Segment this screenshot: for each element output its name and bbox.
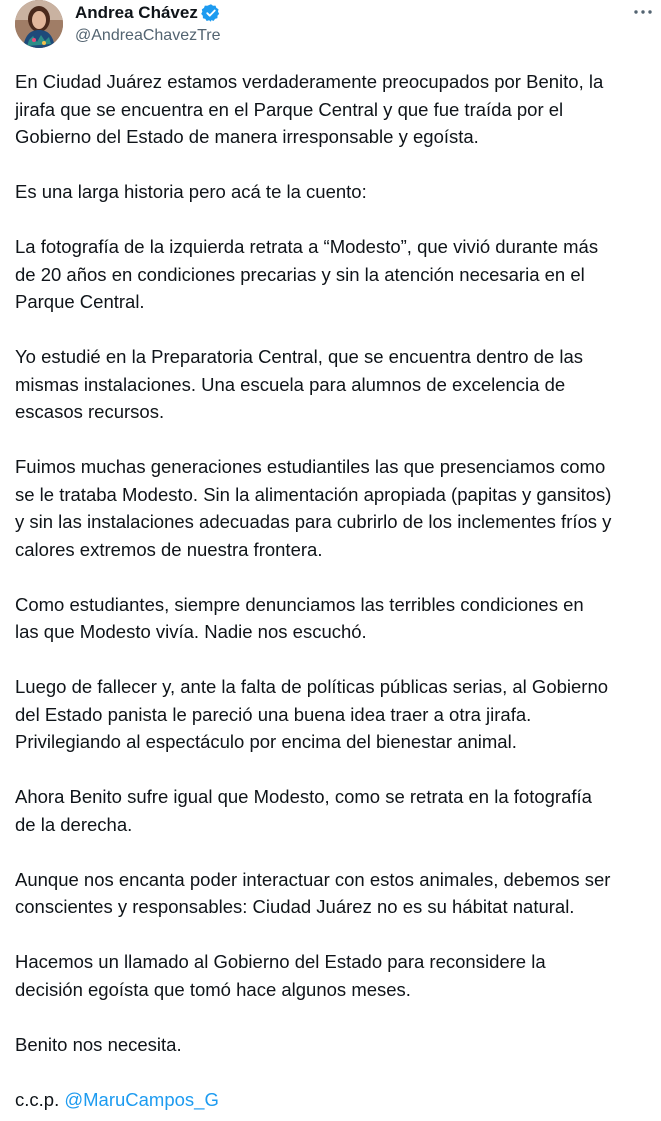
tweet-line: conscientes y responsables: Ciudad Juárez no es su hábitat natural. (15, 896, 575, 917)
tweet-text (15, 68, 661, 1121)
tweet-line: jirafa que se encuentra en el Parque Central y que fue traída por el (15, 98, 564, 120)
cc-line (15, 1086, 661, 1114)
author-handle[interactable]: @AndreaChavezTre (75, 27, 221, 44)
tweet-line: Privilegiando al espectáculo por encima del bienestar animal. (15, 731, 517, 752)
tweet-line: escasos recursos. (15, 401, 165, 422)
more-horizontal-icon[interactable] (631, 2, 655, 22)
tweet-line: Es una larga historia pero acá te la cuento: (15, 181, 367, 202)
tweet-line: Hacemos un llamado al Gobierno del Estado para reconsidere la (15, 951, 546, 972)
tweet-paragraph (15, 948, 661, 1003)
tweet-paragraph (15, 233, 661, 316)
tweet-paragraph (15, 591, 661, 646)
tweet-line: Como estudiantes, siempre denunciamos las terribles condiciones en (15, 593, 584, 615)
tweet-line: y sin las instalaciones adecuadas para cubrirlo de los inclementes fríos y (15, 511, 612, 532)
tweet-line: En Ciudad Juárez estamos verdaderamente preocupados por Benito, la (15, 71, 604, 92)
tweet-line: Luego de fallecer y, ante la falta de políticas públicas serias, al Gobierno (15, 676, 609, 697)
tweet-header (15, 0, 655, 48)
tweet-paragraph (15, 178, 661, 206)
tweet-line: Parque Central. (15, 291, 145, 312)
profile-photo-avatar (15, 0, 63, 48)
cc-prefix: c.c.p. (15, 1088, 65, 1110)
tweet-paragraph (15, 783, 661, 838)
tweet-line: las que Modesto vivía. Nadie nos escuchó. (15, 621, 367, 642)
tweet-line: calores extremos de nuestra frontera. (15, 538, 323, 560)
tweet-line: Yo estudié en la Preparatoria Central, que se encuentra dentro de las (15, 346, 584, 367)
tweet-line: del Estado panista le pareció una buena idea traer a otra jirafa. (15, 703, 532, 725)
tweet-line: de la derecha. (15, 813, 133, 835)
tweet-line: se le trataba Modesto. Sin la alimentación apropiada (papitas y gansitos) (15, 483, 612, 505)
author-names (75, 3, 221, 45)
display-name-row (75, 3, 221, 23)
tweet-line: La fotografía de la izquierda retrata a “Modesto”, que vivió durante más (15, 236, 599, 257)
tweet-line: Gobierno del Estado de manera irresponsable y egoísta. (15, 126, 479, 147)
tweet-line: Ahora Benito sufre igual que Modesto, como se retrata en la fotografía (15, 786, 592, 807)
tweet-paragraph (15, 1031, 661, 1059)
tweet-line: Fuimos muchas generaciones estudiantiles las que presenciamos como (15, 456, 606, 477)
tweet-line: mismas instalaciones. Una escuela para alumnos de excelencia de (15, 373, 566, 395)
display-name[interactable]: Andrea Chávez (75, 3, 198, 22)
tweet-line: Aunque nos encanta poder interactuar con estos animales, debemos ser (15, 868, 611, 890)
verified-badge-icon (201, 3, 221, 23)
mention-link[interactable]: @MaruCampos_G (64, 1088, 219, 1110)
tweet-paragraph (15, 866, 661, 921)
tweet-line: Benito nos necesita. (15, 1033, 182, 1055)
tweet-paragraph (15, 68, 661, 151)
tweet-line: de 20 años en condiciones precarias y sin la atención necesaria en el (15, 263, 585, 285)
tweet-paragraph (15, 673, 661, 756)
tweet-paragraph (15, 453, 661, 563)
tweet-line: decisión egoísta que tomó hace algunos meses. (15, 978, 411, 1000)
tweet-paragraph (15, 343, 661, 426)
avatar[interactable] (15, 0, 63, 48)
